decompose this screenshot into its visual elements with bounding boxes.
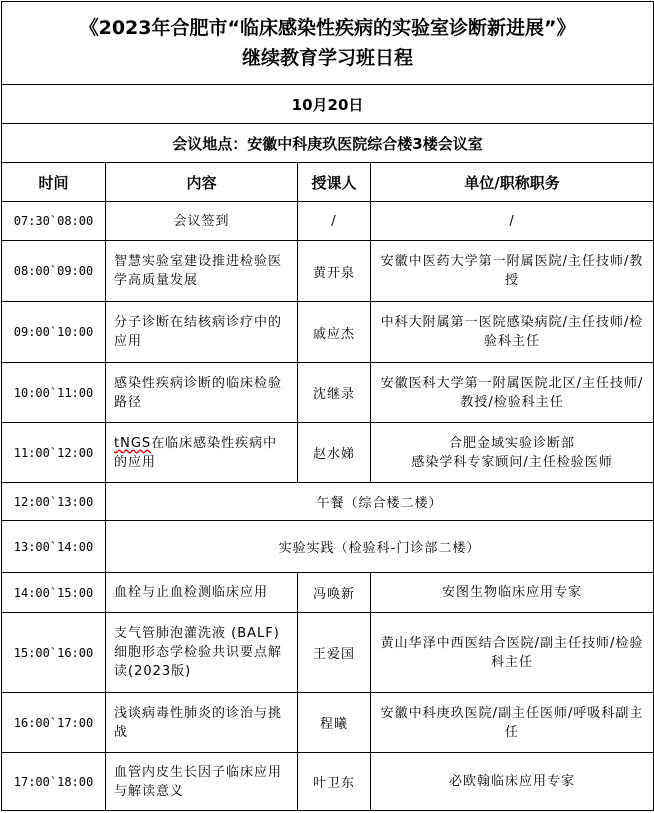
row-content [106, 423, 298, 483]
title-line-1: 《2023年合肥市“临床感染性疾病的实验室诊断新进展”》 [79, 17, 576, 39]
lunch-break: 午餐（综合楼二楼） [106, 483, 654, 521]
date-label: 10月20日 [2, 85, 654, 124]
title-row [2, 2, 654, 85]
row-content: 智慧实验室建设推进检验医学高质量发展 [106, 241, 298, 302]
row-unit: 安徽中科庚玖医院/副主任医师/呼吸科副主任 [371, 693, 654, 753]
header-unit: 单位/职称职务 [371, 163, 654, 202]
row-content: 会议签到 [106, 202, 298, 241]
row-content: 浅谈病毒性肺炎的诊治与挑战 [106, 693, 298, 753]
row-unit: 安徽医科大学第一附属医院北区/主任技师/教授/检验科主任 [371, 363, 654, 423]
row-content: 血栓与止血检测临床应用 [106, 573, 298, 613]
table-row [2, 693, 654, 753]
row-speaker: 王爱国 [298, 613, 371, 693]
row-time: 10:00`11:00 [2, 363, 106, 423]
header-content: 内容 [106, 163, 298, 202]
table-row [2, 753, 654, 811]
row-unit: 必欧翰临床应用专家 [371, 753, 654, 811]
row-speaker: 叶卫东 [298, 753, 371, 811]
row-speaker: 戚应杰 [298, 302, 371, 363]
document-title [2, 2, 654, 85]
row-speaker: / [298, 202, 371, 241]
table-row [2, 573, 654, 613]
row-unit: 中科大附属第一医院感染病院/主任技师/检验科主任 [371, 302, 654, 363]
row-time: 13:00`14:00 [2, 521, 106, 573]
row-unit [371, 423, 654, 483]
row-time: 15:00`16:00 [2, 613, 106, 693]
row-speaker: 冯唤新 [298, 573, 371, 613]
row-time: 11:00`12:00 [2, 423, 106, 483]
row-content: 分子诊断在结核病诊疗中的应用 [106, 302, 298, 363]
row-speaker: 沈继录 [298, 363, 371, 423]
row-unit: 安徽中医药大学第一附属医院/主任技师/教授 [371, 241, 654, 302]
row-time: 07:30`08:00 [2, 202, 106, 241]
lab-practice: 实验实践（检验科-门诊部二楼） [106, 521, 654, 573]
title-line-2: 继续教育学习班日程 [242, 47, 414, 69]
row-time: 09:00`10:00 [2, 302, 106, 363]
date-row [2, 85, 654, 124]
row-time: 16:00`17:00 [2, 693, 106, 753]
row-unit: / [371, 202, 654, 241]
row-speaker: 程曦 [298, 693, 371, 753]
table-row [2, 423, 654, 483]
venue-label: 会议地点：安徽中科庚玖医院综合楼3楼会议室 [2, 124, 654, 163]
header-row [2, 163, 654, 202]
header-time: 时间 [2, 163, 106, 202]
table-row [2, 241, 654, 302]
row-time: 08:00`09:00 [2, 241, 106, 302]
row-unit: 黄山华泽中西医结合医院/副主任技师/检验科主任 [371, 613, 654, 693]
row-speaker: 赵水娣 [298, 423, 371, 483]
header-speaker: 授课人 [298, 163, 371, 202]
row-time: 12:00`13:00 [2, 483, 106, 521]
row-content: 血管内皮生长因子临床应用与解读意义 [106, 753, 298, 811]
venue-row [2, 124, 654, 163]
table-row [2, 363, 654, 423]
schedule-table [1, 1, 654, 811]
row-content: 感染性疾病诊断的临床检验路径 [106, 363, 298, 423]
row-speaker: 黄开泉 [298, 241, 371, 302]
row-time: 14:00`15:00 [2, 573, 106, 613]
tngs-term: tNGS [114, 435, 152, 451]
row-unit: 安图生物临床应用专家 [371, 573, 654, 613]
table-row [2, 202, 654, 241]
table-row [2, 302, 654, 363]
row-unit-line-1: 合肥金域实验诊断部 [449, 435, 576, 451]
row-time: 17:00`18:00 [2, 753, 106, 811]
table-row [2, 483, 654, 521]
row-content: 支气管肺泡灌洗液 (BALF)细胞形态学检验共识要点解读(2023版) [106, 613, 298, 693]
row-content-rest: 在临床感染性疾病中的应用 [114, 435, 278, 470]
table-row [2, 521, 654, 573]
row-unit-line-2: 感染学科专家顾问/主任检验医师 [411, 454, 613, 470]
table-row [2, 613, 654, 693]
